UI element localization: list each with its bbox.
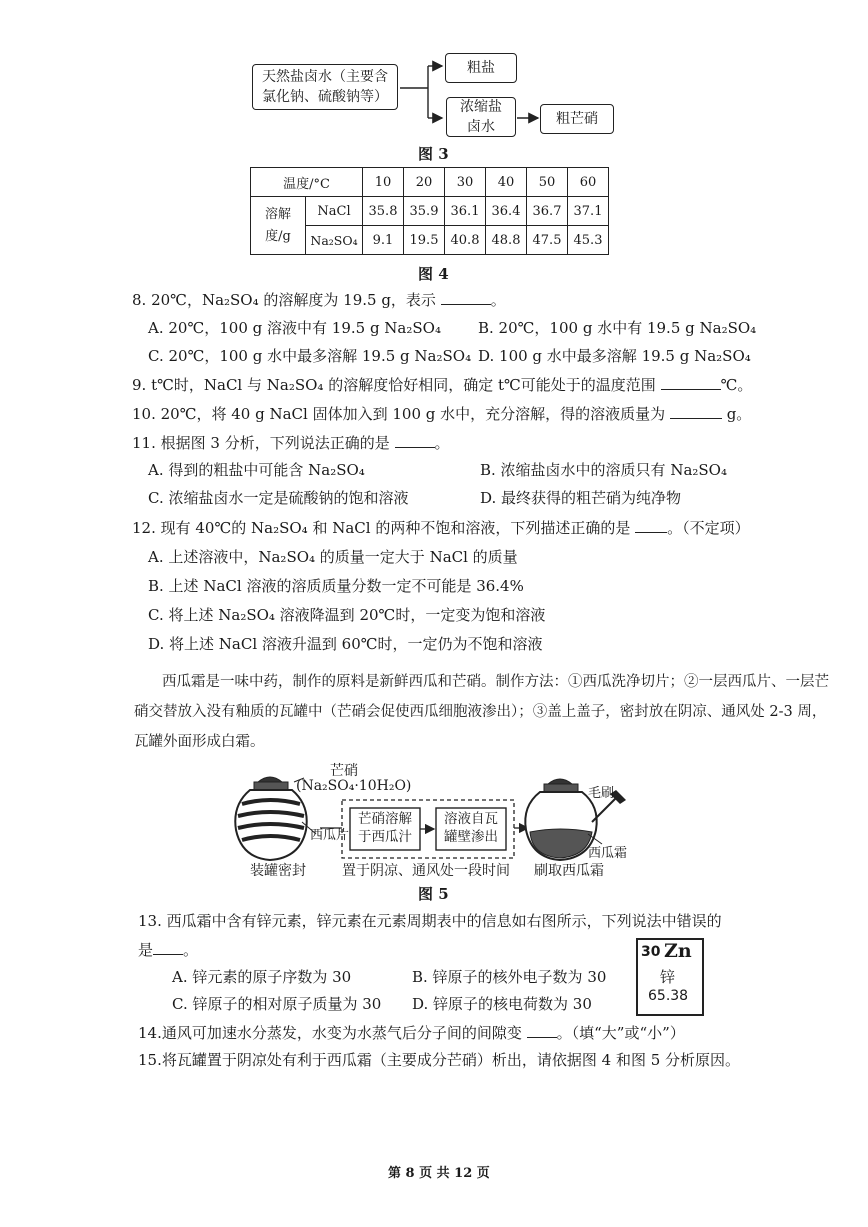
- fig3-concentrated-box: 浓缩盐卤水: [446, 97, 516, 137]
- page-footer: 第 8 页 共 12 页: [388, 1166, 490, 1181]
- q12-end: 。（不定项）: [667, 519, 750, 537]
- table-cell: 36.1: [445, 197, 486, 226]
- q15-stem: 15.将瓦罐置于阴凉处有利于西瓜霜（主要成分芒硝）析出，请依据图 4 和图 5 分析原因。: [138, 1051, 741, 1069]
- table-cell: 20: [404, 168, 445, 197]
- q8-option-d[interactable]: D. 100 g 水中最多溶解 19.5 g Na₂SO₄: [478, 347, 751, 365]
- q10-stem: [132, 402, 751, 425]
- fig5-brush-label: 毛刷: [588, 786, 615, 801]
- table-cell: 37.1: [568, 197, 609, 226]
- zinc-name: 锌: [660, 968, 676, 986]
- fig5-step1: 芒硝溶解于西瓜汁: [358, 811, 412, 845]
- temperature-header: 温度/°C: [251, 168, 363, 197]
- answer-blank[interactable]: [661, 373, 721, 390]
- table-cell: 35.8: [363, 197, 404, 226]
- q13-stem-line1: 13. 西瓜霜中含有锌元素，锌元素在元素周期表中的信息如右图所示，下列说法中错误的: [138, 912, 722, 930]
- table-cell: 30: [445, 168, 486, 197]
- q10-text: 10. 20℃，将 40 g NaCl 固体加入到 100 g 水中，充分溶解，得的溶液质量为: [132, 405, 666, 423]
- q11-text: 11. 根据图 3 分析，下列说法正确的是: [132, 434, 390, 452]
- q12-text: 12. 现有 40℃的 Na₂SO₄ 和 NaCl 的两种不饱和溶液，下列描述正确的是: [132, 519, 631, 537]
- q12-option-b[interactable]: B. 上述 NaCl 溶液的溶质质量分数一定不可能是 36.4%: [148, 577, 524, 595]
- q11-option-a[interactable]: A. 得到的粗盐中可能含 Na₂SO₄: [148, 461, 365, 479]
- figure-3-arrows: [0, 0, 868, 150]
- q8-option-b[interactable]: B. 20℃，100 g 水中有 19.5 g Na₂SO₄: [478, 319, 757, 337]
- fig5-slices-label: 西瓜片: [310, 828, 350, 843]
- nacl-label: NaCl: [306, 197, 363, 226]
- q10-end: g。: [726, 405, 752, 423]
- table-cell: 48.8: [486, 226, 527, 255]
- zinc-atomic-mass: 65.38: [648, 988, 689, 1004]
- q14-stem: [138, 1021, 685, 1044]
- fig5-step-label-3: 刷取西瓜霜: [534, 863, 604, 879]
- q11-end: 。: [434, 434, 450, 452]
- fig3-coarse-salt-box: 粗盐: [445, 53, 517, 83]
- table-cell: 50: [527, 168, 568, 197]
- table-cell: 35.9: [404, 197, 445, 226]
- table-cell: 60: [568, 168, 609, 197]
- table-cell: 47.5: [527, 226, 568, 255]
- watermelon-frost-passage: 西瓜霜是一味中药，制作的原料是新鲜西瓜和芒硝。制作方法：①西瓜洗净切片；②一层西瓜片、一层芒硝交替放入没有釉质的瓦罐中（芒硝会促使西瓜细胞液渗出）；③盖上盖子，密封放在阴凉、通风处 2-3 周，瓦罐外面形成白霜。: [134, 674, 829, 750]
- solubility-label: 溶解度/g: [251, 197, 306, 255]
- q9-stem: [132, 373, 752, 396]
- solubility-table: [250, 167, 609, 255]
- figure-4-caption: 图 4: [418, 265, 449, 283]
- fig5-step-label-1: 装罐密封: [250, 863, 306, 879]
- table-row: [251, 168, 609, 197]
- q12-stem: [132, 516, 750, 539]
- q8-text: 8. 20℃，Na₂SO₄ 的溶解度为 19.5 g，表示: [132, 291, 436, 309]
- answer-blank[interactable]: [395, 431, 435, 448]
- q12-option-d[interactable]: D. 将上述 NaCl 溶液升温到 60℃时，一定仍为不饱和溶液: [148, 635, 543, 653]
- q13-option-a[interactable]: A. 锌元素的原子序数为 30: [172, 968, 352, 986]
- q13-end: 。: [183, 941, 199, 959]
- na2so4-label: Na₂SO₄: [306, 226, 363, 255]
- q8-option-c[interactable]: C. 20℃，100 g 水中最多溶解 19.5 g Na₂SO₄: [148, 347, 472, 365]
- table-cell: 36.4: [486, 197, 527, 226]
- answer-blank[interactable]: [153, 938, 183, 955]
- q8-end: 。: [490, 291, 506, 309]
- answer-blank[interactable]: [527, 1021, 557, 1038]
- q14-text: 14.通风可加速水分蒸发，水变为水蒸气后分子间的间隙变: [138, 1024, 522, 1042]
- q11-option-b[interactable]: B. 浓缩盐卤水中的溶质只有 Na₂SO₄: [480, 461, 727, 479]
- fig5-frost-label: 西瓜霜: [588, 846, 628, 861]
- q13-text: 是: [138, 941, 154, 959]
- figure-5-caption: 图 5: [418, 885, 449, 903]
- q11-option-d[interactable]: D. 最终获得的粗芒硝为纯净物: [480, 489, 682, 507]
- table-cell: 40.8: [445, 226, 486, 255]
- fig5-step2: 溶液自瓦罐壁渗出: [444, 811, 498, 845]
- table-cell: 40: [486, 168, 527, 197]
- q9-text: 9. t℃时，NaCl 与 Na₂SO₄ 的溶解度恰好相同，确定 t℃可能处于的温度范围: [132, 376, 656, 394]
- zinc-element-cell: [636, 938, 704, 1016]
- q12-option-a[interactable]: A. 上述溶液中，Na₂SO₄ 的质量一定大于 NaCl 的质量: [148, 548, 518, 566]
- fig5-step-label-2: 置于阴凉、通风处一段时间: [342, 863, 510, 879]
- fig3-crude-mirabilite-box: 粗芒硝: [540, 104, 614, 134]
- answer-blank[interactable]: [635, 516, 667, 533]
- q13-option-c[interactable]: C. 锌原子的相对原子质量为 30: [172, 995, 382, 1013]
- zinc-atomic-number: 30: [641, 944, 661, 960]
- fig5-mirabilite-label: 芒硝: [330, 763, 358, 779]
- table-cell: 10: [363, 168, 404, 197]
- q11-stem: [132, 431, 450, 454]
- answer-blank[interactable]: [441, 288, 491, 305]
- q14-end: 。（填“大”或“小”）: [556, 1024, 685, 1042]
- zinc-symbol: Zn: [664, 940, 692, 962]
- figure-3-caption: 图 3: [418, 145, 449, 163]
- q8-option-a[interactable]: A. 20℃，100 g 溶液中有 19.5 g Na₂SO₄: [148, 319, 441, 337]
- q13-stem-line2: [138, 938, 198, 961]
- q13-option-d[interactable]: D. 锌原子的核电荷数为 30: [412, 995, 592, 1013]
- q13-option-b[interactable]: B. 锌原子的核外电子数为 30: [412, 968, 607, 986]
- q9-end: ℃。: [720, 376, 753, 394]
- fig3-source-box: 天然盐卤水（主要含氯化钠、硫酸钠等）: [252, 64, 398, 110]
- table-cell: 45.3: [568, 226, 609, 255]
- q8-stem: [132, 288, 506, 311]
- q11-option-c[interactable]: C. 浓缩盐卤水一定是硫酸钠的饱和溶液: [148, 489, 409, 507]
- table-cell: 9.1: [363, 226, 404, 255]
- table-cell: 36.7: [527, 197, 568, 226]
- table-row: [251, 197, 609, 226]
- fig5-formula-label: (Na₂SO₄·10H₂O): [296, 778, 412, 794]
- table-cell: 19.5: [404, 226, 445, 255]
- q12-option-c[interactable]: C. 将上述 Na₂SO₄ 溶液降温到 20℃时，一定变为饱和溶液: [148, 606, 546, 624]
- answer-blank[interactable]: [670, 402, 722, 419]
